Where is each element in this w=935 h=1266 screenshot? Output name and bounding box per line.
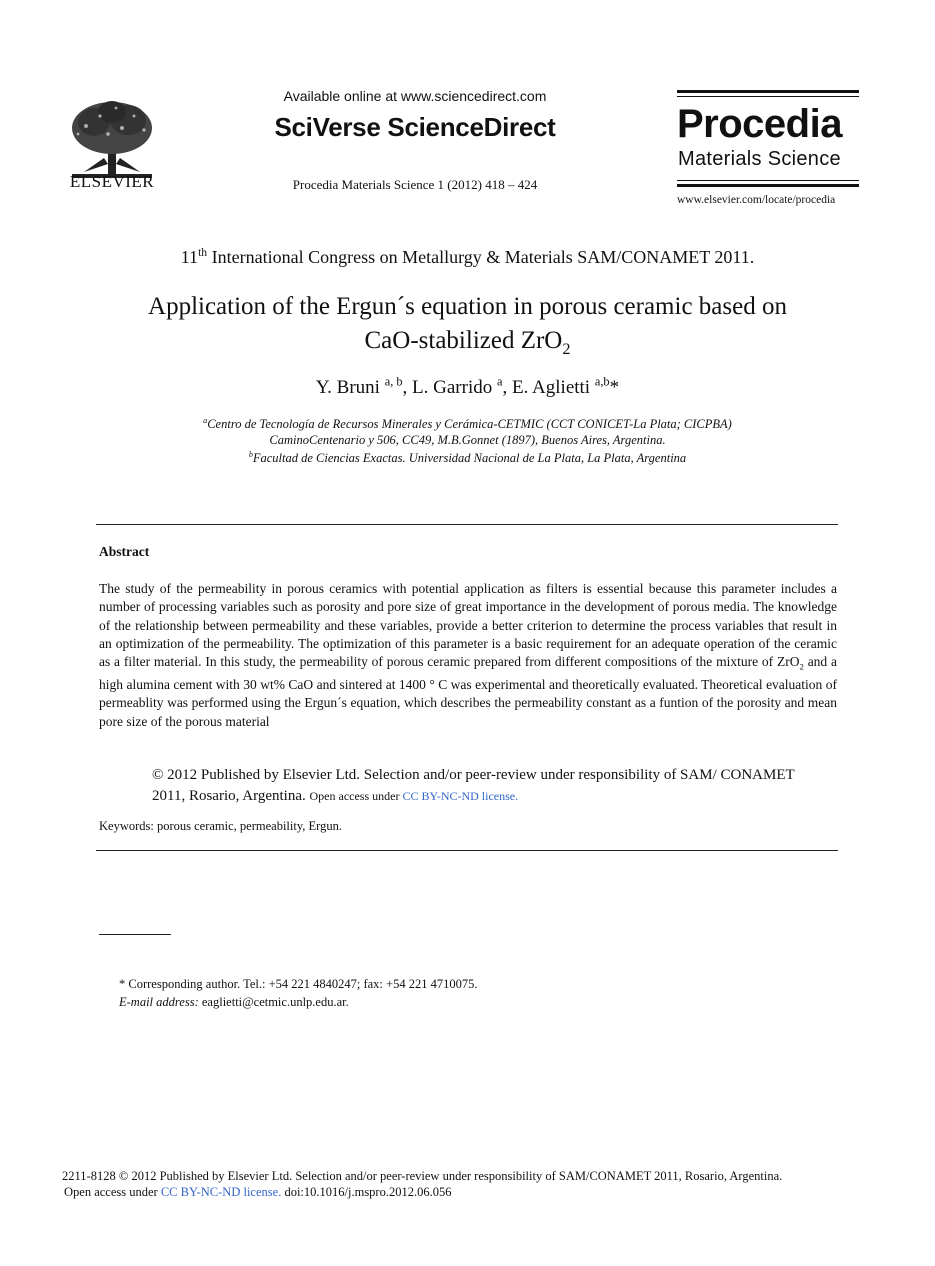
copyright-notice: © 2012 Published by Elsevier Ltd. Selection and/or peer-review under responsibility of SAM/ CONAMET 2011, Rosario, Argentina. Open access under CC BY-NC-ND license. [152,767,795,804]
doi: doi:10.1016/j.mspro.2012.06.056 [281,1185,452,1199]
abstract-heading: Abstract [99,544,150,559]
divider-bottom [96,850,838,851]
title-line-2: CaO-stabilized ZrO$_2$ [364,327,571,358]
abstract-text: The study of the permeability in porous ceramics with potential application as filters is essential because this parameter includes a number of processing variables such as porosity and pore size of great importance in the development of porous media. The knowledge of the relationship between permeability and these variables, provide a better criterion to determine the process variables that result in an optimization of the permeability. The optimization of this parameter is a basic requirement for an adequate operation of the ceramic as a filter material. In this study, the permeability of porous ceramic prepared from different compositions of the mixture of ZrO$_2$ and a high alumina cement with 30 wt% CaO and sintered at 1400 ° C was experimental and theoretically evaluated. Theoretical evaluation of permeablity was performed using the Ergun´s equation, which describes the permeability constant as a funtion of the porosity and mean pore size of the porous material [99,581,837,729]
license-link[interactable]: CC BY-NC-ND license. [402,789,519,803]
procedia-rule-bottom [677,184,859,187]
procedia-rule-bottom-thin [677,180,859,181]
affiliation-a-line-1: $^a$Centro de Tecnología de Recursos Minerales y Cerámica-CETMIC (CCT CONICET-La Plata; CICPBA) [203,416,732,432]
corresponding-author-footnote: * Corresponding author. Tel.: +54 221 4840247; fax: +54 221 4710075. [119,977,478,991]
affiliation-b: $^b$Facultad de Ciencias Exactas. Universidad Nacional de La Plata, La Plata, Argentina [248,450,687,466]
author: E. Aglietti $^{a,b}$* [511,375,620,399]
author: Y. Bruni $^{a, b}$, [315,375,413,399]
paper-title [60,290,875,366]
footer-license-link[interactable]: CC BY-NC-ND license. [160,1185,282,1199]
footnote-rule [99,934,171,935]
procedia-rule-top-thin [677,96,859,97]
journal-url: www.elsevier.com/locate/procedia [677,194,836,206]
available-online-text: Available online at www.sciencedirect.com [283,88,547,104]
journal-reference: Procedia Materials Science 1 (2012) 418 – 424 [292,177,538,192]
keywords: Keywords: porous ceramic, permeability, Ergun. [99,819,342,833]
congress-line: 11th International Congress on Metallurgy & Materials SAM/CONAMET 2011. [180,246,755,267]
publisher-name: ELSEVIER [69,172,155,191]
sciverse-logo-text: SciVerse ScienceDirect [274,112,556,142]
procedia-journal-subtitle: Materials Science [678,148,841,170]
procedia-journal-name: Procedia [677,102,842,146]
procedia-rule-top [677,90,859,93]
author-list [0,375,935,399]
author: L. Garrido $^a$, [412,375,512,399]
email-footnote: E-mail address: eaglietti@cetmic.unlp.edu.ar. [119,995,349,1009]
title-line-1: Application of the Ergun´s equation in porous ceramic based on [148,293,787,320]
divider-top [96,524,838,525]
footer-license-line: Open access under CC BY-NC-ND license. doi:10.1016/j.mspro.2012.06.056 [64,1185,452,1199]
footer-issn-line: 2211-8128 © 2012 Published by Elsevier Ltd. Selection and/or peer-review under responsibility of SAM/CONAMET 2011, Rosario, Argentina. [62,1169,783,1183]
affiliation-a-line-2: CaminoCentenario y 506, CC49, M.B.Gonnet (1897), Buenos Aires, Argentina. [269,433,666,447]
